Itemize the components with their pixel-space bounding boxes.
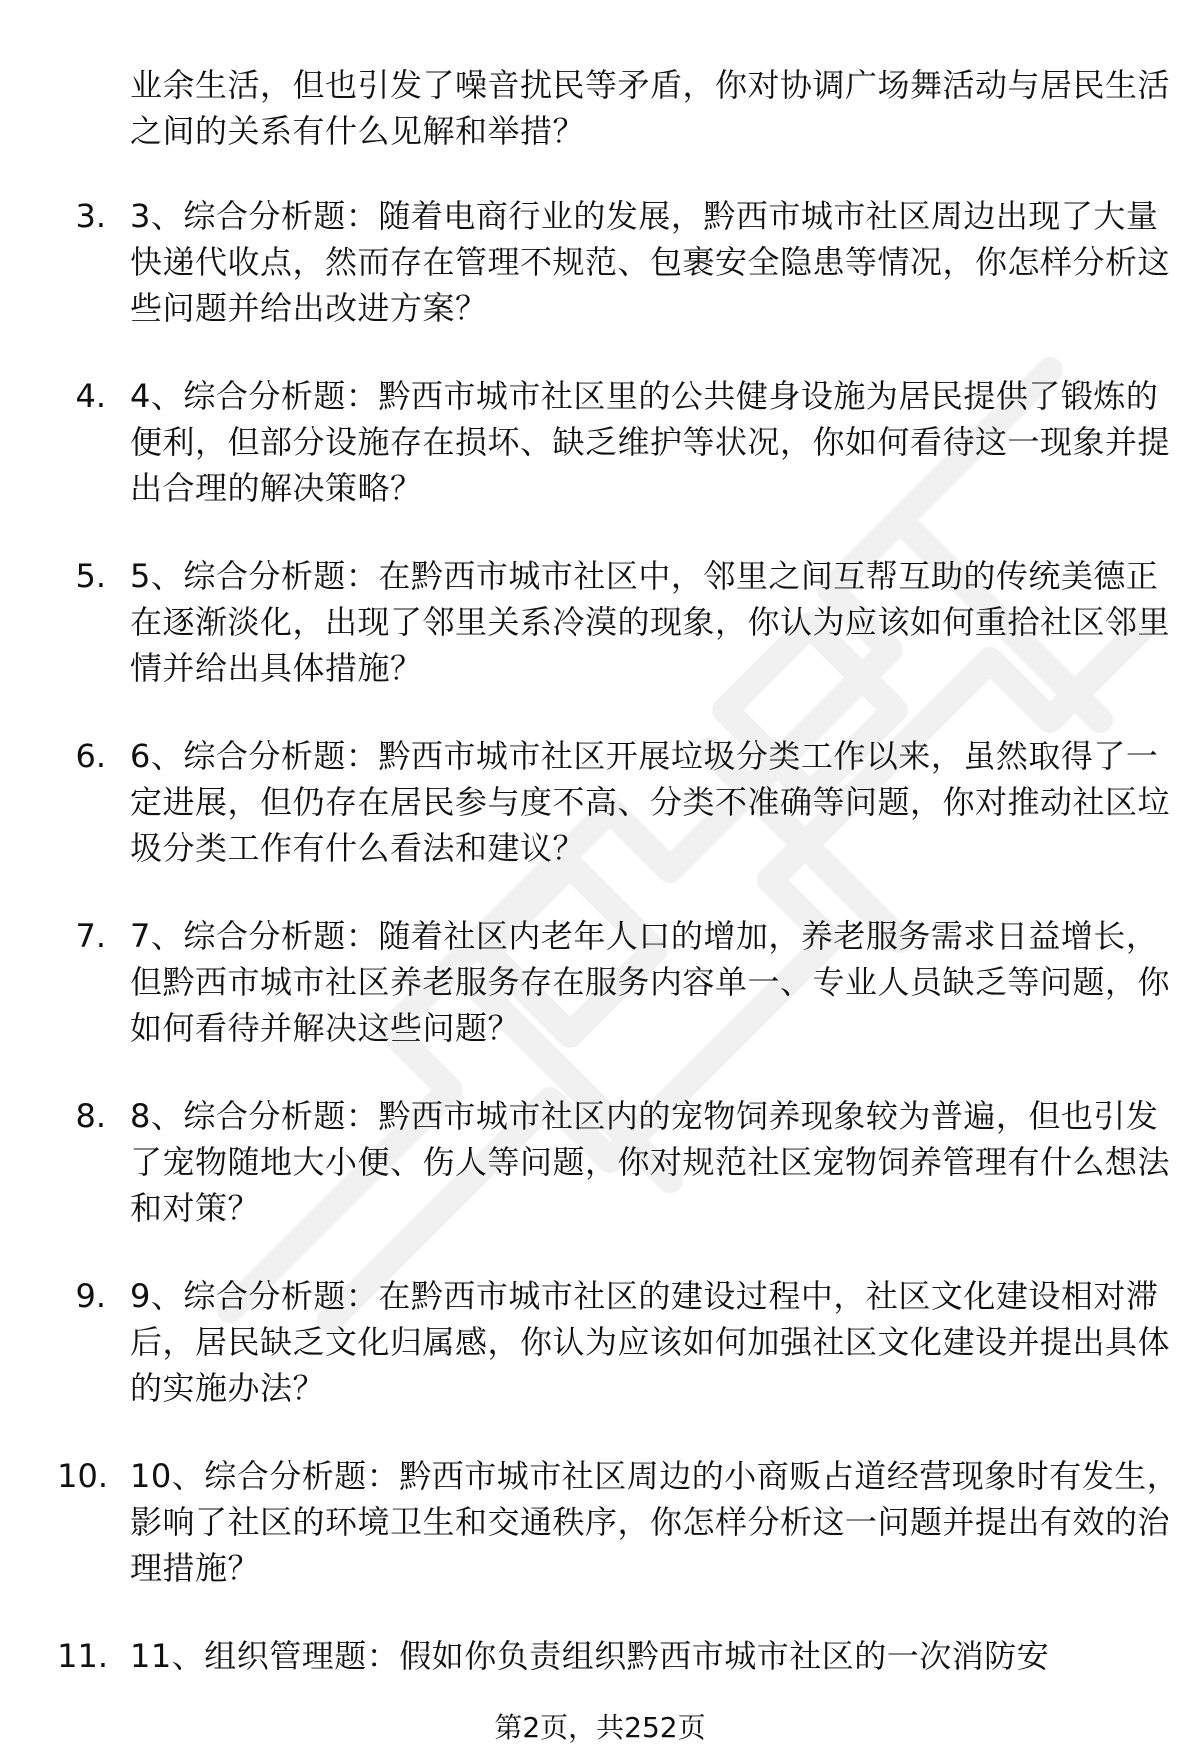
list-item	[0, 1453, 1200, 1591]
list-item	[0, 553, 1200, 691]
question-number: 5.	[75, 557, 106, 595]
question-text: 11、组织管理题：假如你负责组织黔西市城市社区的一次消防安	[130, 1637, 1050, 1675]
list-item	[0, 1093, 1200, 1231]
question-number: 9.	[75, 1277, 106, 1315]
question-number: 8.	[75, 1097, 106, 1135]
question-text: 3、综合分析题：随着电商行业的发展，黔西市城市社区周边出现了大量快递代收点，然而存在管理不规范、包裹安全隐患等情况，你怎样分析这些问题并给出改进方案？	[130, 197, 1171, 327]
question-text: 8、综合分析题：黔西市城市社区内的宠物饲养现象较为普遍，但也引发了宠物随地大小便、伤人等问题，你对规范社区宠物饲养管理有什么想法和对策？	[130, 1097, 1171, 1227]
carryover-paragraph: 业余生活，但也引发了噪音扰民等矛盾，你对协调广场舞活动与居民生活之间的关系有什么见解和举措？	[130, 66, 1171, 150]
question-number: 4.	[75, 377, 106, 415]
list-item	[0, 373, 1200, 511]
question-number: 3.	[75, 197, 106, 235]
question-text: 9、综合分析题：在黔西市城市社区的建设过程中，社区文化建设相对滞后，居民缺乏文化归属感，你认为应该如何加强社区文化建设并提出具体的实施办法？	[130, 1277, 1171, 1407]
question-number: 7.	[75, 917, 106, 955]
question-list	[0, 193, 1200, 1679]
question-text: 7、综合分析题：随着社区内老年人口的增加，养老服务需求日益增长，但黔西市城市社区养老服务存在服务内容单一、专业人员缺乏等问题，你如何看待并解决这些问题？	[130, 917, 1171, 1047]
list-item	[0, 1633, 1200, 1679]
list-item	[0, 193, 1200, 331]
question-text: 4、综合分析题：黔西市城市社区里的公共健身设施为居民提供了锻炼的便利，但部分设施存在损坏、缺乏维护等状况，你如何看待这一现象并提出合理的解决策略？	[130, 377, 1171, 507]
question-number: 11.	[57, 1637, 108, 1675]
list-item	[0, 913, 1200, 1051]
question-text: 10、综合分析题：黔西市城市社区周边的小商贩占道经营现象时有发生，影响了社区的环境卫生和交通秩序，你怎样分析这一问题并提出有效的治理措施？	[130, 1457, 1180, 1587]
question-text: 5、综合分析题：在黔西市城市社区中，邻里之间互帮互助的传统美德正在逐渐淡化，出现了邻里关系冷漠的现象，你认为应该如何重拾社区邻里情并给出具体措施？	[130, 557, 1171, 687]
list-item	[0, 1273, 1200, 1411]
page-footer: 第2页，共252页	[494, 1711, 706, 1744]
question-number: 10.	[57, 1457, 108, 1495]
list-item	[0, 733, 1200, 871]
question-text: 6、综合分析题：黔西市城市社区开展垃圾分类工作以来，虽然取得了一定进展，但仍存在居民参与度不高、分类不准确等问题，你对推动社区垃圾分类工作有什么看法和建议？	[130, 737, 1171, 867]
question-number: 6.	[75, 737, 106, 775]
